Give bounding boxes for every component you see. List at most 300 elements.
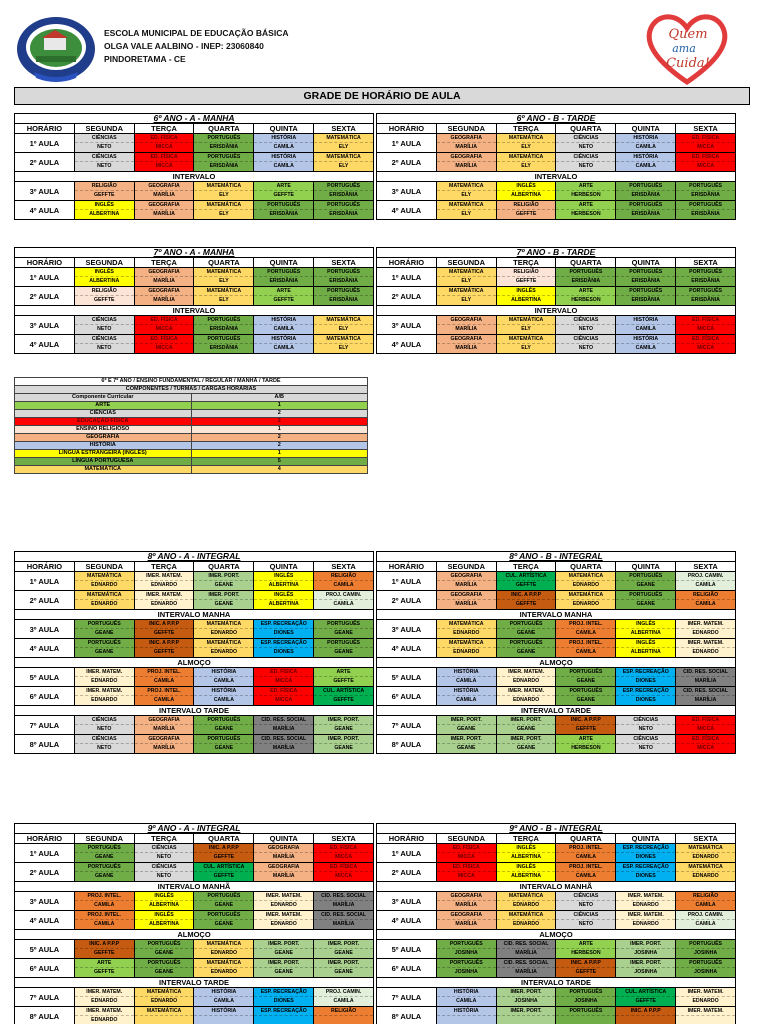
legend-component: HISTÓRIA <box>15 442 192 450</box>
subject-name: MATEMÁTICA <box>135 988 194 997</box>
teacher-name: ALBERTINA <box>511 854 542 860</box>
break-label: INTERVALO MANHÃ <box>15 882 374 892</box>
lesson-cell <box>496 716 556 735</box>
lesson-cell <box>676 639 736 658</box>
subject-name: MATEMÁTICA <box>497 153 556 162</box>
subject-name: IMER. PORT. <box>314 940 373 949</box>
teacher-name <box>616 1016 675 1024</box>
lesson-cell <box>314 844 374 863</box>
subject-name: ESP. RECREAÇÃO <box>616 844 675 853</box>
lesson-cell <box>616 268 676 287</box>
subject-name: PORTUGUÊS <box>556 988 615 997</box>
lesson-cell <box>496 639 556 658</box>
subject-name: MATEMÁTICA <box>437 268 496 277</box>
day-header: QUARTA <box>194 562 254 572</box>
teacher-name: EDNARDO <box>210 969 238 975</box>
teacher-name: MICCA <box>335 873 353 879</box>
subject-name: HISTÓRIA <box>437 687 496 696</box>
teacher-name: DIONES <box>635 697 656 703</box>
teacher-name: CAMILA <box>575 854 596 860</box>
day-header: SEXTA <box>314 258 374 268</box>
lesson-cell <box>436 572 496 591</box>
teacher-name: NETO <box>578 326 594 332</box>
subject-name: PORTUGUÊS <box>616 572 675 581</box>
lesson-cell <box>436 316 496 335</box>
subject-name: HISTÓRIA <box>254 153 313 162</box>
lesson-cell <box>314 735 374 754</box>
lesson-cell <box>254 316 314 335</box>
teacher-name: MARÍLIA <box>153 726 175 732</box>
lesson-cell <box>496 735 556 754</box>
lesson-row <box>377 863 736 882</box>
lesson-cell <box>74 639 134 658</box>
subject-name: ED. FÍSICA <box>135 316 194 325</box>
legend-cell: 6º E 7º ANO / ENSINO FUNDAMENTAL / REGULAR / MANHÃ / TARDE <box>15 378 368 386</box>
schedule-table <box>376 823 736 1024</box>
legend-component: ENSINO RELIGIOSO <box>15 426 192 434</box>
lesson-row <box>15 572 374 591</box>
lesson-slot: 2º AULA <box>15 863 75 882</box>
teacher-name: MICCA <box>155 144 173 150</box>
teacher-name: GEFFTE <box>153 649 175 655</box>
teacher-name: MICCA <box>275 678 293 684</box>
subject-name: GEOGRAFIA <box>135 735 194 744</box>
day-header: SEXTA <box>676 834 736 844</box>
day-header: TERÇA <box>496 124 556 134</box>
subject-name: CID. RES. SOCIAL <box>676 668 735 677</box>
subject-name: PORTUGUÊS <box>75 863 134 872</box>
lesson-cell <box>436 959 496 978</box>
day-header: TERÇA <box>134 258 194 268</box>
teacher-name: JOSINHA <box>694 969 718 975</box>
teacher-name: MARÍLIA <box>153 745 175 751</box>
subject-name: MATEMÁTICA <box>437 287 496 296</box>
lesson-cell <box>616 201 676 220</box>
subject-name: MATEMÁTICA <box>75 572 134 581</box>
lesson-cell <box>496 988 556 1007</box>
lesson-cell <box>194 316 254 335</box>
teacher-name: ELY <box>461 278 472 284</box>
teacher-name: EDNARDO <box>91 1017 118 1023</box>
lesson-row <box>15 268 374 287</box>
lesson-slot: 1º AULA <box>377 844 437 863</box>
lesson-row <box>15 668 374 687</box>
lesson-slot: 8º AULA <box>377 735 437 754</box>
teacher-name: MICCA <box>697 745 715 751</box>
schedule-title: 8º ANO - B - INTEGRAL <box>377 552 736 562</box>
subject-name: ED. FÍSICA <box>314 844 373 853</box>
subject-name: IMER. PORT. <box>254 959 313 968</box>
teacher-name: EDNARDO <box>210 649 238 655</box>
lesson-cell <box>314 892 374 911</box>
lesson-slot: 1º AULA <box>377 572 437 591</box>
teacher-name: ALBERTINA <box>630 649 661 655</box>
lesson-row <box>377 591 736 610</box>
days-header-row <box>377 834 736 844</box>
teacher-name: NETO <box>97 144 112 150</box>
lesson-cell <box>616 892 676 911</box>
day-header: SEGUNDA <box>436 124 496 134</box>
day-header: HORÁRIO <box>377 834 437 844</box>
teacher-name: GEFFTE <box>515 601 537 607</box>
teacher-name: JOSINHA <box>514 998 538 1004</box>
lesson-cell <box>74 1007 134 1024</box>
subject-name: CIÊNCIAS <box>556 153 615 162</box>
teacher-name: ALBERTINA <box>149 902 180 908</box>
lesson-cell <box>314 687 374 706</box>
lesson-cell <box>194 335 254 354</box>
lesson-cell <box>616 572 676 591</box>
subject-name: IMER. PORT. <box>314 735 373 744</box>
teacher-name: ELY <box>338 144 349 150</box>
teacher-name: EDNARDO <box>632 921 659 927</box>
lesson-cell <box>676 268 736 287</box>
teacher-name: ERISDÂNIA <box>209 345 239 351</box>
lesson-cell <box>616 687 676 706</box>
lesson-row <box>377 268 736 287</box>
lesson-cell <box>134 735 194 754</box>
break-row <box>15 978 374 988</box>
lesson-slot: 3º AULA <box>377 892 437 911</box>
subject-name: IMER. MATEM. <box>497 687 556 696</box>
day-header: TERÇA <box>134 562 194 572</box>
lesson-row <box>377 892 736 911</box>
subject-name: PORTUGUÊS <box>616 182 675 191</box>
lesson-slot: 5º AULA <box>377 668 437 687</box>
lesson-cell <box>676 863 736 882</box>
subject-name: CIÊNCIAS <box>616 716 675 725</box>
teacher-name: GEANE <box>214 902 234 908</box>
teacher-name: HERBESON <box>571 211 601 217</box>
teacher-name: EDNARDO <box>270 921 297 927</box>
lesson-cell <box>556 1007 616 1024</box>
lesson-slot: 6º AULA <box>377 959 437 978</box>
lesson-cell <box>194 668 254 687</box>
subject-name: ED. FÍSICA <box>676 316 735 325</box>
subject-name: CIÊNCIAS <box>75 735 134 744</box>
subject-name: PORTUGUÊS <box>556 668 615 677</box>
lesson-cell <box>496 1007 556 1024</box>
subject-name: INIC. A P.P.P <box>135 620 194 629</box>
break-label: INTERVALO <box>377 172 736 182</box>
teacher-name: NETO <box>97 745 112 751</box>
lesson-slot: 4º AULA <box>15 639 75 658</box>
schedule-block <box>376 113 736 220</box>
teacher-name: MARÍLIA <box>272 726 295 732</box>
subject-name: PORTUGUÊS <box>616 287 675 296</box>
teacher-name: NETO <box>578 345 594 351</box>
teacher-name: GEANE <box>516 630 536 636</box>
teacher-name: ERISDÂNIA <box>631 297 660 303</box>
teacher-name: ALBERTINA <box>268 601 299 607</box>
lesson-slot: 5º AULA <box>15 940 75 959</box>
subject-name: GEOGRAFIA <box>254 863 313 872</box>
subject-name: INGLÊS <box>616 620 675 629</box>
lesson-cell <box>74 268 134 287</box>
teacher-name: CAMILA <box>273 326 294 332</box>
lesson-cell <box>74 201 134 220</box>
lesson-cell <box>616 316 676 335</box>
teacher-name: GEANE <box>95 854 114 860</box>
lesson-cell <box>134 201 194 220</box>
lesson-cell <box>74 940 134 959</box>
subject-name: ED. FÍSICA <box>437 863 496 872</box>
lesson-slot: 3º AULA <box>15 182 75 201</box>
teacher-name: NETO <box>638 745 653 751</box>
lesson-cell <box>254 639 314 658</box>
subject-name: PORTUGUÊS <box>676 940 735 949</box>
subject-name: RELIGIÃO <box>75 287 134 296</box>
teacher-name: MICCA <box>275 697 293 703</box>
subject-name: IMER. MATEM. <box>75 988 134 997</box>
lesson-cell <box>314 134 374 153</box>
lesson-cell <box>314 863 374 882</box>
day-header: QUINTA <box>616 562 676 572</box>
teacher-name: ERISDÂNIA <box>691 211 720 217</box>
subject-name: HISTÓRIA <box>254 316 313 325</box>
teacher-name: MICCA <box>697 144 715 150</box>
teacher-name <box>556 1016 615 1024</box>
legend-row <box>15 450 368 458</box>
subject-name: IMER. PORT. <box>616 940 675 949</box>
lesson-cell <box>74 959 134 978</box>
subject-name: CIÊNCIAS <box>75 316 134 325</box>
subject-name: IMER. MATEM. <box>135 572 194 581</box>
subject-name: PORTUGUÊS <box>135 959 194 968</box>
subject-name: MATEMÁTICA <box>194 201 253 210</box>
subject-name: MATEMÁTICA <box>314 153 373 162</box>
schedule-title: 7º ANO - A - MANHA <box>15 248 374 258</box>
lesson-row <box>15 153 374 172</box>
subject-name: CIÊNCIAS <box>616 735 675 744</box>
teacher-name: CAMILA <box>695 902 716 908</box>
teacher-name: MICCA <box>697 326 715 332</box>
legend-hours: 5 <box>191 458 368 466</box>
subject-name: PROJ. INTEL. <box>556 639 615 648</box>
teacher-name: CAMILA <box>695 582 716 588</box>
lesson-row <box>15 988 374 1007</box>
subject-name: CIÊNCIAS <box>135 863 194 872</box>
subject-name: CIÊNCIAS <box>556 911 615 920</box>
subject-name: IMER. PORT. <box>194 591 253 600</box>
break-label: ALMOÇO <box>377 658 736 668</box>
day-header: SEGUNDA <box>436 834 496 844</box>
subject-name: PORTUGUÊS <box>75 639 134 648</box>
legend-hours: 1 <box>191 402 368 410</box>
subject-name: PROJ. INTEL. <box>75 892 134 901</box>
subject-name: PORTUGUÊS <box>75 620 134 629</box>
schedule-title-row <box>377 114 736 124</box>
days-header-row <box>15 562 374 572</box>
schedule-block <box>14 113 374 220</box>
schedule-table <box>376 113 736 220</box>
lesson-cell <box>556 316 616 335</box>
lesson-cell <box>314 201 374 220</box>
teacher-name: ERISDÂNIA <box>329 297 358 303</box>
legend-header-row <box>15 394 368 402</box>
day-header: TERÇA <box>496 562 556 572</box>
teacher-name: GEFFTE <box>333 678 354 684</box>
lesson-cell <box>616 735 676 754</box>
teacher-name: ERISDÂNIA <box>631 192 660 198</box>
schedule-title: 8º ANO - A - INTEGRAL <box>15 552 374 562</box>
subject-name: ED. FÍSICA <box>254 668 313 677</box>
teacher-name: GEFFTE <box>515 582 537 588</box>
teacher-name: ERISDÂNIA <box>269 278 298 284</box>
lesson-cell <box>436 892 496 911</box>
day-header: QUARTA <box>194 258 254 268</box>
lesson-cell <box>194 863 254 882</box>
lesson-row <box>15 959 374 978</box>
subject-name: IMER. MATEM. <box>676 639 735 648</box>
lesson-cell <box>254 716 314 735</box>
teacher-name: GEFFTE <box>575 969 597 975</box>
subject-name: PROJ. INTEL. <box>75 911 134 920</box>
teacher-name: EDNARDO <box>692 630 719 636</box>
lesson-row <box>377 134 736 153</box>
teacher-name: GEFFTE <box>94 950 115 956</box>
lesson-cell <box>436 201 496 220</box>
teacher-name: MICCA <box>335 854 353 860</box>
teacher-name: CAMILA <box>456 998 477 1004</box>
lesson-slot: 2º AULA <box>377 287 437 306</box>
lesson-row <box>377 716 736 735</box>
subject-name: MATEMÁTICA <box>135 1007 194 1016</box>
subject-name: PORTUGUÊS <box>194 735 253 744</box>
subject-name: MATEMÁTICA <box>437 201 496 210</box>
lesson-cell <box>314 287 374 306</box>
schedule-title-row <box>15 552 374 562</box>
subject-name: PORTUGUÊS <box>135 940 194 949</box>
subject-name: IMER. MATEM. <box>616 911 675 920</box>
lesson-cell <box>134 940 194 959</box>
teacher-name: ELY <box>338 345 349 351</box>
lesson-slot: 4º AULA <box>15 201 75 220</box>
subject-name: PROJ. INTEL. <box>556 844 615 853</box>
legend-cell: COMPONENTES / TURMAS / CARGAS HORÁRIAS <box>15 386 368 394</box>
lesson-cell <box>74 716 134 735</box>
lesson-cell <box>194 1007 254 1024</box>
break-label: INTERVALO TARDE <box>377 978 736 988</box>
lesson-cell <box>496 316 556 335</box>
teacher-name <box>676 1016 735 1024</box>
teacher-name: GEANE <box>95 649 114 655</box>
teacher-name: ELY <box>461 297 472 303</box>
teacher-name: GEANE <box>334 950 353 956</box>
lesson-cell <box>134 959 194 978</box>
heart-text-2: ama <box>672 42 696 55</box>
teacher-name: JOSINHA <box>454 950 478 956</box>
subject-name: RELIGIÃO <box>676 892 735 901</box>
lesson-cell <box>556 620 616 639</box>
subject-name: MATEMÁTICA <box>437 639 496 648</box>
teacher-name: CAMILA <box>635 326 656 332</box>
teacher-name: ERISDÂNIA <box>209 144 239 150</box>
teacher-name: EDNARDO <box>453 630 480 636</box>
teacher-name: NETO <box>578 163 594 169</box>
lesson-cell <box>496 911 556 930</box>
lesson-cell <box>556 201 616 220</box>
lesson-slot: 1º AULA <box>15 268 75 287</box>
lesson-cell <box>496 134 556 153</box>
lesson-row <box>377 201 736 220</box>
lesson-cell <box>134 287 194 306</box>
lesson-cell <box>254 153 314 172</box>
lesson-cell <box>556 959 616 978</box>
subject-name: MATEMÁTICA <box>556 572 615 581</box>
lesson-cell <box>194 268 254 287</box>
lesson-cell <box>134 572 194 591</box>
day-header: QUINTA <box>616 124 676 134</box>
break-row <box>15 882 374 892</box>
teacher-name: HERBESON <box>571 745 601 751</box>
subject-name: PORTUGUÊS <box>556 1007 615 1016</box>
teacher-name: ELY <box>461 192 472 198</box>
teacher-name: DIONES <box>635 854 656 860</box>
break-label: INTERVALO MANHA <box>377 610 736 620</box>
subject-name: IMER. PORT. <box>497 988 556 997</box>
teacher-name: GEANE <box>516 745 536 751</box>
subject-name: PORTUGUÊS <box>194 134 253 143</box>
break-row <box>377 610 736 620</box>
teacher-name: CAMILA <box>635 345 656 351</box>
lesson-row <box>15 735 374 754</box>
lesson-cell <box>496 287 556 306</box>
subject-name: IMER. PORT. <box>437 735 496 744</box>
lesson-cell <box>676 716 736 735</box>
subject-name: MATEMÁTICA <box>497 335 556 344</box>
schedule-block <box>376 247 736 354</box>
lesson-cell <box>74 335 134 354</box>
teacher-name: EDNARDO <box>150 601 178 607</box>
subject-name: ARTE <box>314 668 373 677</box>
subject-name: PORTUGUÊS <box>75 844 134 853</box>
break-row <box>377 306 736 316</box>
lesson-cell <box>194 940 254 959</box>
lesson-cell <box>556 735 616 754</box>
subject-name: PORTUGUÊS <box>314 182 373 191</box>
day-header: HORÁRIO <box>377 124 437 134</box>
teacher-name: CAMILA <box>635 163 656 169</box>
lesson-cell <box>676 591 736 610</box>
teacher-name: CAMILA <box>635 144 656 150</box>
lesson-cell <box>556 639 616 658</box>
teacher-name: GEFFTE <box>333 697 354 703</box>
lesson-cell <box>496 687 556 706</box>
teacher-name: MARÍLIA <box>455 902 478 908</box>
teacher-name: GEFFTE <box>213 873 235 879</box>
subject-name: MATEMÁTICA <box>314 134 373 143</box>
teacher-name: ERISDÂNIA <box>691 278 720 284</box>
lesson-cell <box>194 716 254 735</box>
subject-name: HISTÓRIA <box>616 134 675 143</box>
subject-name: CIÊNCIAS <box>556 316 615 325</box>
subject-name: ED. FÍSICA <box>135 153 194 162</box>
lesson-cell <box>436 287 496 306</box>
subject-name: IMER. MATEM. <box>676 620 735 629</box>
lesson-cell <box>436 134 496 153</box>
lesson-slot: 4º AULA <box>15 911 75 930</box>
lesson-cell <box>194 844 254 863</box>
legend-component: ARTE <box>15 402 192 410</box>
lesson-cell <box>436 620 496 639</box>
teacher-name: JOSINHA <box>574 998 598 1004</box>
teacher-name: EDNARDO <box>91 601 118 607</box>
lesson-cell <box>436 716 496 735</box>
teacher-name: ERISDÂNIA <box>329 278 358 284</box>
lesson-cell <box>616 668 676 687</box>
teacher-name: EDNARDO <box>632 902 659 908</box>
